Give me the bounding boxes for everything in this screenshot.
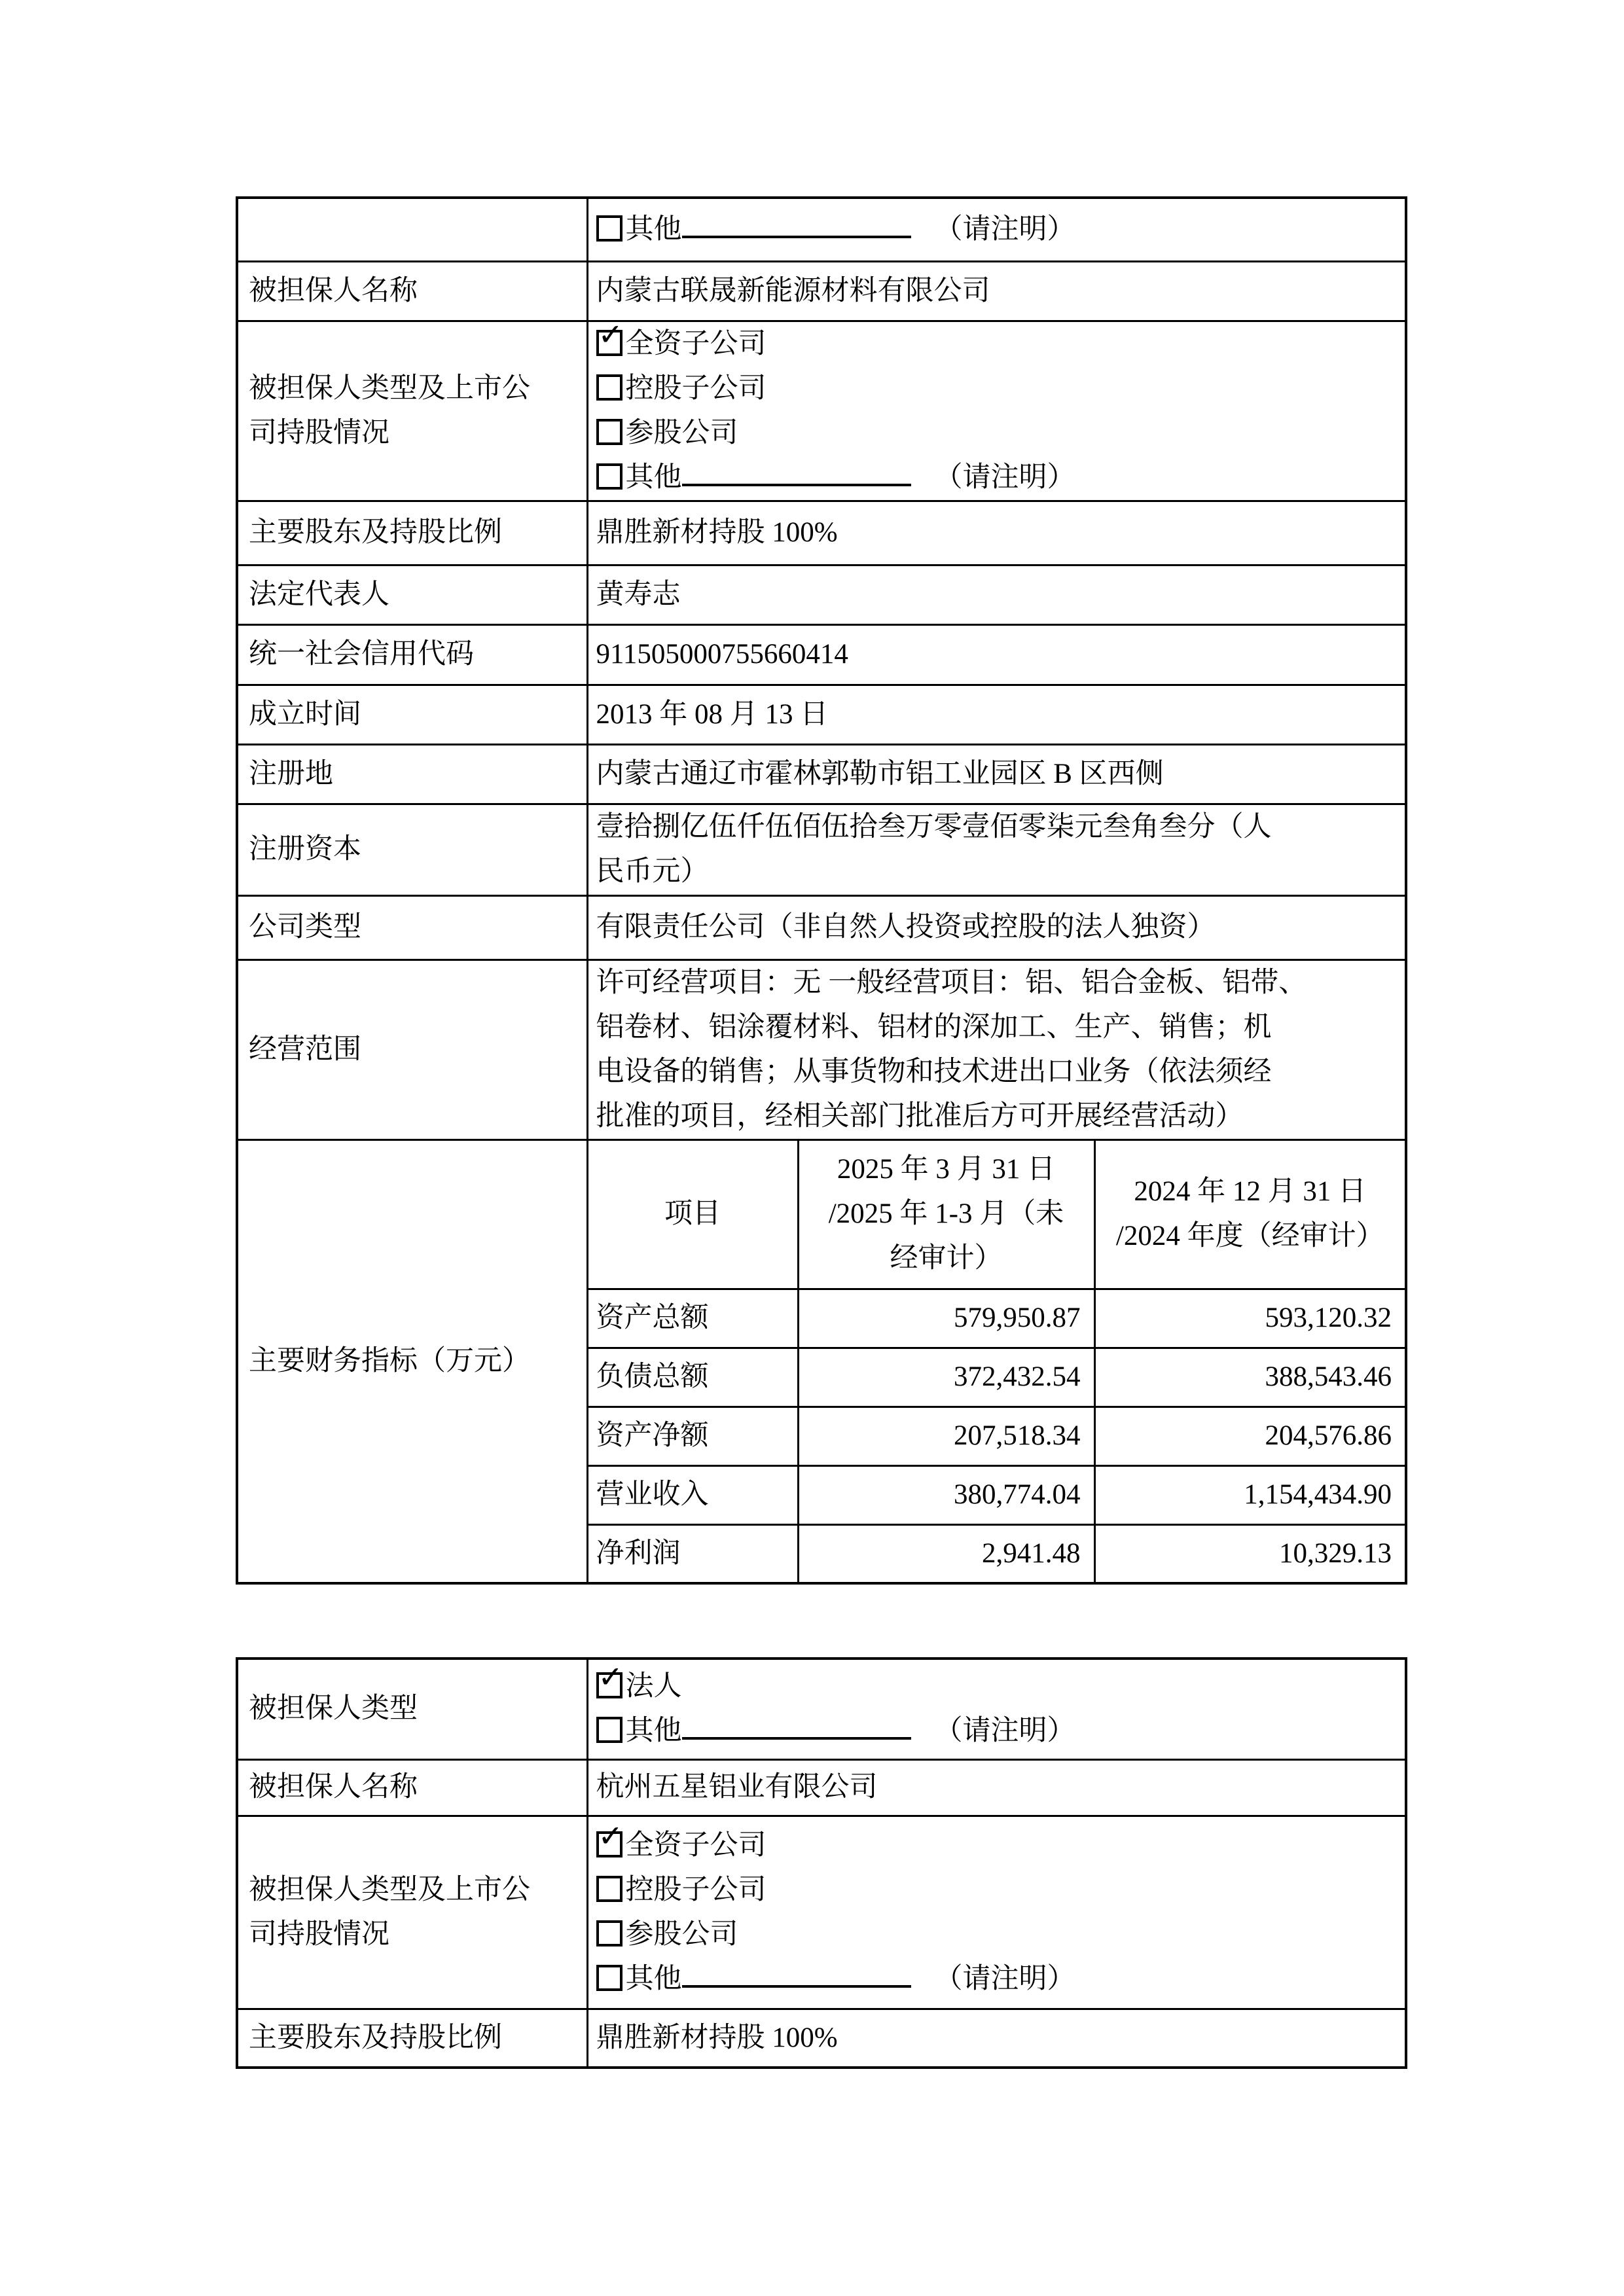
table-row [237,960,1406,1139]
value-line: 铝卷材、铝涂覆材料、铝材的深加工、生产、销售；机 [596,1011,1272,1043]
option-line [596,1818,1395,1868]
checkbox-icon [596,1717,623,1743]
label-line: 被担保人类型及上市公 [249,1874,530,1905]
guaranteed-name-label: 被担保人名称 [237,261,587,321]
shareholder-label: 主要股东及持股比例 [237,2009,587,2068]
value-line: 民币元） [596,856,709,887]
option-line [596,1659,1395,1709]
fin-value-period2: 1,154,434.90 [1094,1465,1406,1524]
table-row [237,565,1406,624]
shareholder-value: 鼎胜新材持股 100% [587,2009,1406,2068]
company-type-value: 有限责任公司（非自然人投资或控股的法人独资） [587,895,1406,960]
table-row [237,744,1406,804]
fin-item: 营业收入 [587,1465,798,1524]
checkbox-icon [596,1818,624,1857]
fin-item: 净利润 [587,1524,798,1583]
shareholder-label: 主要股东及持股比例 [237,501,587,565]
fin-value-period1: 207,518.34 [798,1407,1094,1465]
value-line: 许可经营项目：无 一般经营项目：铝、铝合金板、铝带、 [596,967,1307,998]
guaranteed-party-table-1 [236,196,1407,1585]
table-row [237,198,1406,261]
value-line: 批准的项目，经相关部门批准后方可开展经营活动） [596,1100,1244,1132]
option-label: 全资子公司 [625,328,767,359]
checkbox-icon [596,1876,623,1902]
header-line: /2025 年 1-3 月（未 [828,1198,1064,1229]
value-line: 电设备的销售；从事货物和技术进出口业务（依法须经 [596,1056,1272,1087]
table-row [237,321,1406,501]
fin-value-period1: 579,950.87 [798,1289,1094,1348]
option-label: 控股子公司 [625,1874,767,1905]
please-specify-note: （请注明） [934,1715,1075,1747]
option-label: 其他 [625,1715,682,1747]
label-line: 司持股情况 [249,417,389,448]
fin-value-period2: 388,543.46 [1094,1348,1406,1407]
header-line: 2025 年 3 月 31 日 [837,1154,1056,1185]
table-row [237,895,1406,960]
checkbox-icon [596,419,623,445]
blank-underline [682,480,911,486]
type-holding-label [237,321,587,501]
fin-item: 资产总额 [587,1289,798,1348]
option-label: 法人 [625,1671,682,1702]
guaranteed-name-value: 杭州五星铝业有限公司 [587,1759,1406,1816]
shareholder-value: 鼎胜新材持股 100% [587,501,1406,565]
option-line [596,367,1395,411]
checkbox-icon [596,374,623,401]
blank-underline [682,1733,911,1740]
company-type-label: 公司类型 [237,895,587,960]
registered-capital-value [587,804,1406,895]
option-label: 控股子公司 [625,372,767,404]
checkbox-icon [596,215,623,242]
option-label: 其他 [625,1963,682,1994]
type-holding-options [587,321,1406,501]
party-type-label: 被担保人类型 [237,1659,587,1759]
fin-item: 负债总额 [587,1348,798,1407]
blank-underline [682,1981,911,1988]
fin-value-period2: 204,576.86 [1094,1407,1406,1465]
checkmark-icon: ✓ [598,321,624,352]
checkmark-icon: ✓ [598,1818,624,1854]
table-row [237,261,1406,321]
guaranteed-name-value: 内蒙古联晟新能源材料有限公司 [587,261,1406,321]
option-line [596,1868,1395,1912]
fin-col-item-header: 项目 [587,1139,798,1289]
registered-address-value: 内蒙古通辽市霍林郭勒市铝工业园区 B 区西侧 [587,744,1406,804]
header-line: 经审计） [890,1243,1003,1274]
please-specify-note: （请注明） [934,1963,1075,1994]
table-row [237,1759,1406,1816]
option-label: 参股公司 [625,417,738,448]
fin-col-period2-header [1094,1139,1406,1289]
option-line [596,207,1395,252]
checkbox-icon [596,1965,623,1991]
option-line [596,411,1395,456]
option-line [596,1709,1395,1753]
legal-representative-value: 黄寿志 [587,565,1406,624]
header-line: 2024 年 12 月 31 日 [1134,1176,1367,1207]
fin-value-period1: 372,432.54 [798,1348,1094,1407]
fin-value-period2: 10,329.13 [1094,1524,1406,1583]
checkmark-icon: ✓ [598,1659,624,1695]
guaranteed-name-label: 被担保人名称 [237,1759,587,1816]
fin-value-period2: 593,120.32 [1094,1289,1406,1348]
type-holding-options [587,1816,1406,2009]
option-label: 参股公司 [625,1918,738,1950]
please-specify-note: （请注明） [934,461,1075,493]
checkbox-icon [596,463,623,490]
financial-indicators-label: 主要财务指标（万元） [237,1139,587,1583]
established-label: 成立时间 [237,685,587,744]
table-row [237,1139,1406,1289]
credit-code-label: 统一社会信用代码 [237,624,587,685]
type-holding-label [237,1816,587,2009]
option-line [596,1912,1395,1957]
option-line [596,456,1395,500]
fin-item: 资产净额 [587,1407,798,1465]
party-type-options [587,1659,1406,1759]
checkbox-icon [596,321,624,356]
registered-address-label: 注册地 [237,744,587,804]
option-label: 其他 [625,213,682,245]
table-row [237,685,1406,744]
blank-underline [682,232,911,238]
table-row [237,1816,1406,2009]
header-line: /2024 年度（经审计） [1115,1221,1384,1251]
option-line [596,1957,1395,2001]
option-label: 其他 [625,461,682,493]
checkbox-icon [596,1659,624,1698]
guaranteed-party-table-2 [236,1657,1407,2069]
legal-representative-label: 法定代表人 [237,565,587,624]
fin-col-period1-header [798,1139,1094,1289]
fin-value-period1: 380,774.04 [798,1465,1094,1524]
table-row [237,624,1406,685]
option-label: 全资子公司 [625,1829,767,1861]
credit-code-value: 911505000755660414 [587,624,1406,685]
registered-capital-label: 注册资本 [237,804,587,895]
business-scope-label: 经营范围 [237,960,587,1139]
other-option-cell [587,198,1406,261]
table-row [237,2009,1406,2068]
label-line: 被担保人类型及上市公 [249,372,530,404]
please-specify-note: （请注明） [934,213,1075,245]
value-line: 壹拾捌亿伍仟伍佰伍拾叁万零壹佰零柒元叁角叁分（人 [596,812,1272,842]
fin-value-period1: 2,941.48 [798,1524,1094,1583]
table-row [237,804,1406,895]
checkbox-icon [596,1920,623,1946]
table-row [237,501,1406,565]
table-row [237,1659,1406,1759]
empty-label-cell [237,198,587,261]
business-scope-value [587,960,1406,1139]
option-line [596,322,1395,367]
established-value: 2013 年 08 月 13 日 [587,685,1406,744]
label-line: 司持股情况 [249,1918,389,1950]
